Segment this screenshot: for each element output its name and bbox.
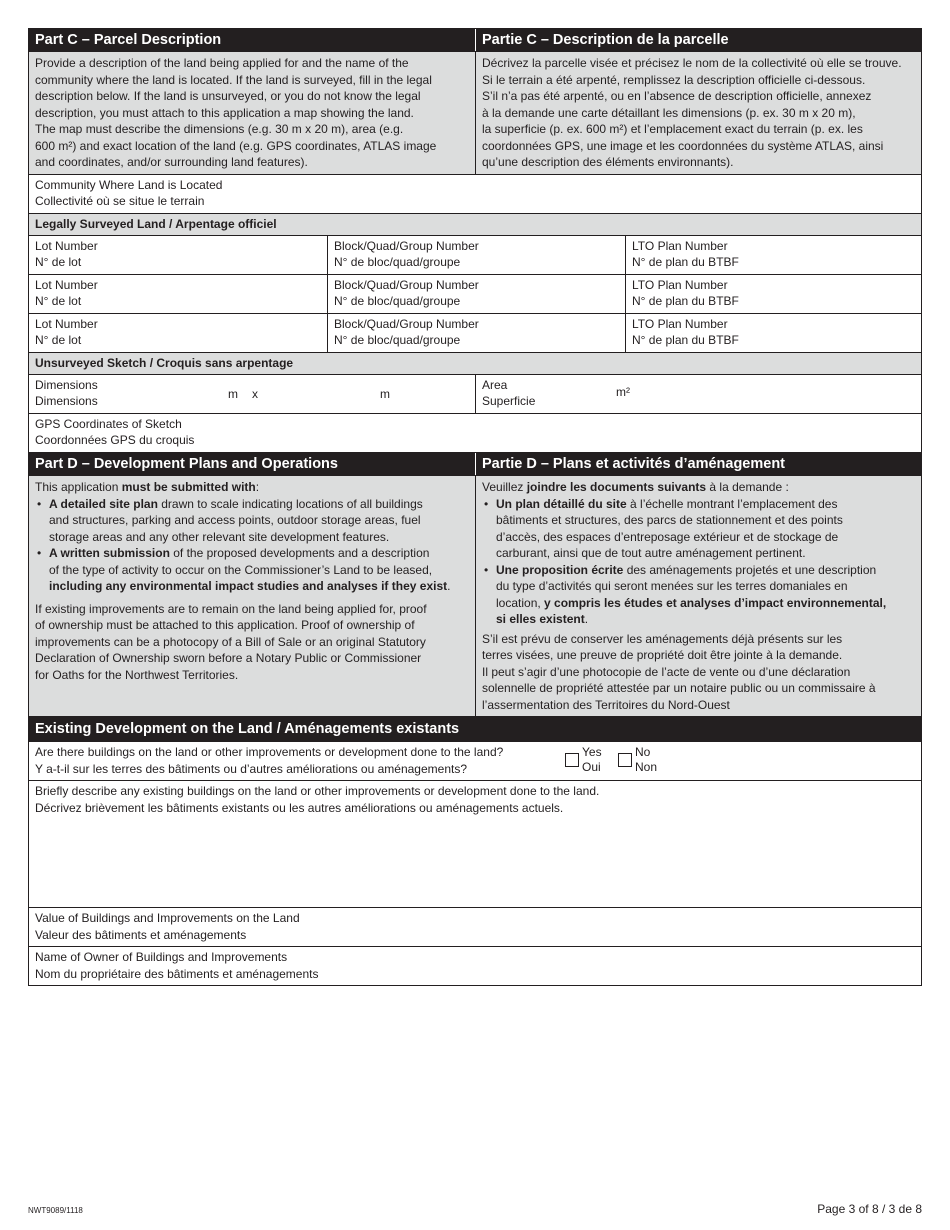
intro-end: à la demande : [706, 480, 789, 494]
part-c-header-en: Part C – Parcel Description [29, 29, 475, 51]
dimensions-times: x [252, 386, 258, 401]
gps-label-en: GPS Coordinates of Sketch [35, 416, 182, 431]
lto-plan-number-field[interactable] [625, 236, 921, 274]
dimensions-label-fr: Dimensions [35, 394, 98, 408]
gps-field[interactable] [29, 413, 921, 452]
instruction-line: description below. If the land is unsurveyed, or you do not know the legal [35, 89, 421, 103]
bullet-text: d’accès, des espaces d’entreposage extérieur et de stockage de [496, 529, 839, 544]
bullet-bold: y compris les études et analyses d’impact environnemental, [544, 595, 887, 610]
intro-end: : [255, 480, 260, 494]
block-number-label-fr: N° de bloc/quad/groupe [334, 255, 461, 269]
no-checkbox[interactable] [618, 753, 632, 767]
part-d-header-en: Part D – Development Plans and Operations [29, 453, 475, 475]
list-item [35, 545, 469, 595]
page-number: Page 3 of 8 / 3 de 8 [817, 1202, 922, 1216]
bullet-text: drawn to scale indicating locations of all buildings [157, 496, 423, 511]
lot-number-field[interactable] [29, 236, 327, 274]
intro-text: Veuillez [482, 480, 527, 494]
owner-field[interactable] [29, 946, 921, 985]
existing-header-row [29, 716, 921, 741]
community-label-fr: Collectivité où se situe le terrain [35, 194, 205, 208]
surveyed-header-row [29, 213, 921, 235]
lot-number-label-en: Lot Number [35, 277, 98, 292]
value-field[interactable] [29, 907, 921, 946]
block-number-label-en: Block/Quad/Group Number [334, 277, 479, 292]
lot-number-label-fr: N° de lot [35, 294, 82, 308]
existing-question-en: Are there buildings on the land or other improvements or development done to the land? [35, 745, 504, 759]
yes-checkbox[interactable] [565, 753, 579, 767]
instruction-line: à la demande une carte détaillant les dimensions (p. ex. 30 m x 20 m), [482, 105, 856, 120]
lto-plan-label-fr: N° de plan du BTBF [632, 294, 739, 308]
paragraph-line: terres visées, une preuve de propriété doit être jointe à la demande. [482, 648, 843, 662]
list-item [482, 496, 915, 562]
value-label [29, 908, 921, 946]
bullet-text: . [447, 579, 451, 593]
part-d-instructions-fr [475, 476, 921, 716]
instruction-line: Décrivez la parcelle visée et précisez le nom de la collectivité où elle se trouve. [482, 56, 902, 70]
bullet-bold: si elles existent [496, 612, 585, 626]
list-item [482, 562, 915, 628]
instruction-line: S’il n’a pas été arpenté, ou en l’absence de description officielle, annexez [482, 89, 872, 103]
paragraph-line: solennelle de propriété attestée par un notaire public ou un commissaire à [482, 681, 876, 695]
instruction-line: community where the land is located. If the land is surveyed, fill in the legal [35, 72, 432, 87]
bullet-bold: A written submission [49, 546, 170, 560]
intro-bold: joindre les documents suivants [526, 480, 707, 494]
bullet-text: du type d’activités qui seront menées sur les terres domaniales en [496, 579, 848, 593]
bullet-text: of the proposed developments and a description [169, 546, 430, 560]
paragraph-line: Il peut s’agir d’une photocopie de l’acte de vente ou d’une déclaration [482, 664, 851, 679]
dimensions-unit-m: m [228, 386, 238, 401]
block-number-field[interactable] [327, 236, 625, 274]
part-d-instructions [29, 475, 921, 716]
area-label-en: Area [482, 377, 508, 392]
lto-plan-label-en: LTO Plan Number [632, 277, 728, 292]
lto-plan-label-en: LTO Plan Number [632, 238, 728, 253]
instruction-line: 600 m²) and exact location of the land (e.g. GPS coordinates, ATLAS image [35, 138, 437, 153]
bullet-bold: including any environmental impact studies and analyses if they exist [49, 579, 448, 593]
no-labels [635, 745, 657, 775]
ownership-paragraph-en [35, 601, 469, 684]
lot-number-field[interactable] [29, 275, 327, 313]
no-label-fr: Non [635, 760, 658, 774]
required-docs-list [482, 496, 915, 628]
instruction-line: Si le terrain a été arpenté, remplissez la description officielle ci-dessous. [482, 72, 866, 87]
paragraph-line: of ownership must be attached to this application. Proof of ownership of [35, 618, 415, 632]
bullet-text: carburant, ainsi que de tout autre aménagement pertinent. [496, 546, 806, 560]
gps-label [29, 414, 921, 452]
unsurveyed-header-row [29, 352, 921, 374]
surveyed-row [29, 235, 921, 274]
part-c-parcel-description [28, 28, 922, 453]
existing-development-header: Existing Development on the Land / Aménagements existants [29, 717, 921, 741]
paragraph-line: Declaration of Ownership sworn before a Notary Public or Commissioner [35, 651, 422, 665]
part-d-header-row [29, 453, 921, 475]
part-d-development-plans [28, 452, 922, 986]
bullet-text: and structures, parking and access points, outdoor storage areas, fuel [49, 513, 421, 527]
dimensions-label-en: Dimensions [35, 377, 98, 392]
existing-question-fr: Y a-t-il sur les terres des bâtiments ou d’autres améliorations ou aménagements? [35, 761, 467, 776]
instruction-line: Provide a description of the land being applied for and the name of the [35, 56, 409, 70]
lto-plan-label-fr: N° de plan du BTBF [632, 255, 739, 269]
dimensions-field[interactable] [29, 375, 475, 413]
part-c-instructions [29, 51, 921, 174]
lto-plan-number-field[interactable] [625, 314, 921, 352]
area-field[interactable] [475, 375, 921, 413]
dimensions-unit-m2: m [380, 386, 390, 401]
yes-label-fr: Oui [582, 760, 601, 774]
owner-label-fr: Nom du propriétaire des bâtiments et aménagements [35, 966, 319, 981]
yes-labels [582, 745, 602, 775]
list-item [35, 496, 469, 546]
block-number-label-en: Block/Quad/Group Number [334, 238, 479, 253]
lto-plan-label-en: LTO Plan Number [632, 316, 728, 331]
bullet-bold: Une proposition écrite [496, 562, 624, 577]
intro-line [35, 479, 469, 496]
part-c-instructions-en [29, 52, 475, 174]
intro-bold: must be submitted with [121, 480, 256, 494]
instruction-line: coordonnées GPS, une image et les coordonnées du système ATLAS, ainsi [482, 138, 884, 153]
community-label-en: Community Where Land is Located [35, 177, 223, 192]
value-label-en: Value of Buildings and Improvements on the Land [35, 911, 300, 925]
paragraph-line: S’il est prévu de conserver les aménagements déjà présents sur les [482, 631, 843, 646]
paragraph-line: l’assermentation des Territoires du Nord-Ouest [482, 697, 730, 712]
intro-text: This application [35, 480, 122, 494]
part-c-header-row [29, 29, 921, 51]
owner-label-en: Name of Owner of Buildings and Improvements [35, 950, 288, 964]
area-label-fr: Superficie [482, 394, 536, 408]
form-code: NWT9089/1118 [28, 1206, 83, 1215]
value-label-fr: Valeur des bâtiments et aménagements [35, 927, 247, 942]
part-c-header-fr: Partie C – Description de la parcelle [475, 29, 921, 51]
lot-number-label-en: Lot Number [35, 316, 98, 331]
bullet-text: storage areas and any other relevant site development features. [49, 529, 390, 544]
lot-number-label-fr: N° de lot [35, 333, 82, 347]
yes-option[interactable] [565, 745, 602, 775]
lto-plan-number-field[interactable] [625, 275, 921, 313]
instruction-line: description, you must attach to this application a map showing the land. [35, 105, 414, 120]
instruction-line: The map must describe the dimensions (e.g. 30 m x 20 m), area (e.g. [35, 122, 404, 136]
part-d-header-fr: Partie D – Plans et activités d’aménagement [475, 453, 921, 475]
instruction-line: and coordinates, and/or surrounding land features). [35, 155, 308, 169]
bullet-text: à l’échelle montrant l’emplacement des [626, 496, 838, 511]
instruction-line: la superficie (p. ex. 600 m²) et l’emplacement exact du terrain (p. ex. les [482, 122, 863, 136]
block-number-field[interactable] [327, 314, 625, 352]
surveyed-row [29, 274, 921, 313]
bullet-text: . [584, 612, 589, 626]
lot-number-label-en: Lot Number [35, 238, 98, 253]
unsurveyed-header: Unsurveyed Sketch / Croquis sans arpentage [29, 353, 921, 374]
surveyed-row [29, 313, 921, 352]
no-label-en: No [635, 745, 651, 759]
lot-number-field[interactable] [29, 314, 327, 352]
existing-description-field[interactable] [29, 780, 921, 907]
bullet-text: of the type of activity to occur on the Commissioner’s Land to be leased, [49, 562, 433, 577]
dimensions-row [29, 374, 921, 413]
owner-label [29, 947, 921, 985]
no-option[interactable] [618, 745, 657, 775]
gps-label-fr: Coordonnées GPS du croquis [35, 433, 195, 447]
block-number-label-fr: N° de bloc/quad/groupe [334, 294, 461, 308]
intro-line [482, 479, 915, 496]
block-number-label-en: Block/Quad/Group Number [334, 316, 479, 331]
part-c-instructions-fr [475, 52, 921, 174]
paragraph-line: for Oaths for the Northwest Territories. [35, 667, 239, 682]
bullet-bold: A detailed site plan [49, 496, 158, 511]
existing-question-row [29, 741, 921, 780]
existing-question [29, 742, 921, 780]
describe-label-en: Briefly describe any existing buildings on the land or other improvements or development done to the land. [35, 784, 600, 798]
community-field[interactable] [29, 174, 921, 213]
describe-label-fr: Décrivez brièvement les bâtiments existants ou les autres améliorations ou aménagements actuels. [35, 800, 564, 815]
paragraph-line: improvements can be a photocopy of a Bill of Sale or an original Statutory [35, 634, 426, 649]
bullet-text: bâtiments et structures, des parcs de stationnement et des points [496, 513, 843, 527]
required-docs-list [35, 496, 469, 595]
lto-plan-label-fr: N° de plan du BTBF [632, 333, 739, 347]
bullet-bold: Un plan détaillé du site [496, 496, 627, 511]
bullet-text: location, [496, 595, 545, 610]
area-unit: m² [616, 384, 630, 399]
ownership-paragraph-fr [482, 631, 915, 714]
surveyed-header: Legally Surveyed Land / Arpentage officiel [29, 214, 921, 235]
block-number-label-fr: N° de bloc/quad/groupe [334, 333, 461, 347]
community-label [29, 175, 921, 213]
bullet-text: des aménagements projetés et une description [623, 562, 877, 577]
block-number-field[interactable] [327, 275, 625, 313]
lot-number-label-fr: N° de lot [35, 255, 82, 269]
yes-label-en: Yes [582, 745, 602, 759]
instruction-line: qu’une description des éléments environnants). [482, 155, 734, 169]
part-d-instructions-en [29, 476, 475, 716]
paragraph-line: If existing improvements are to remain on the land being applied for, proof [35, 601, 427, 616]
existing-description-label [29, 781, 921, 907]
